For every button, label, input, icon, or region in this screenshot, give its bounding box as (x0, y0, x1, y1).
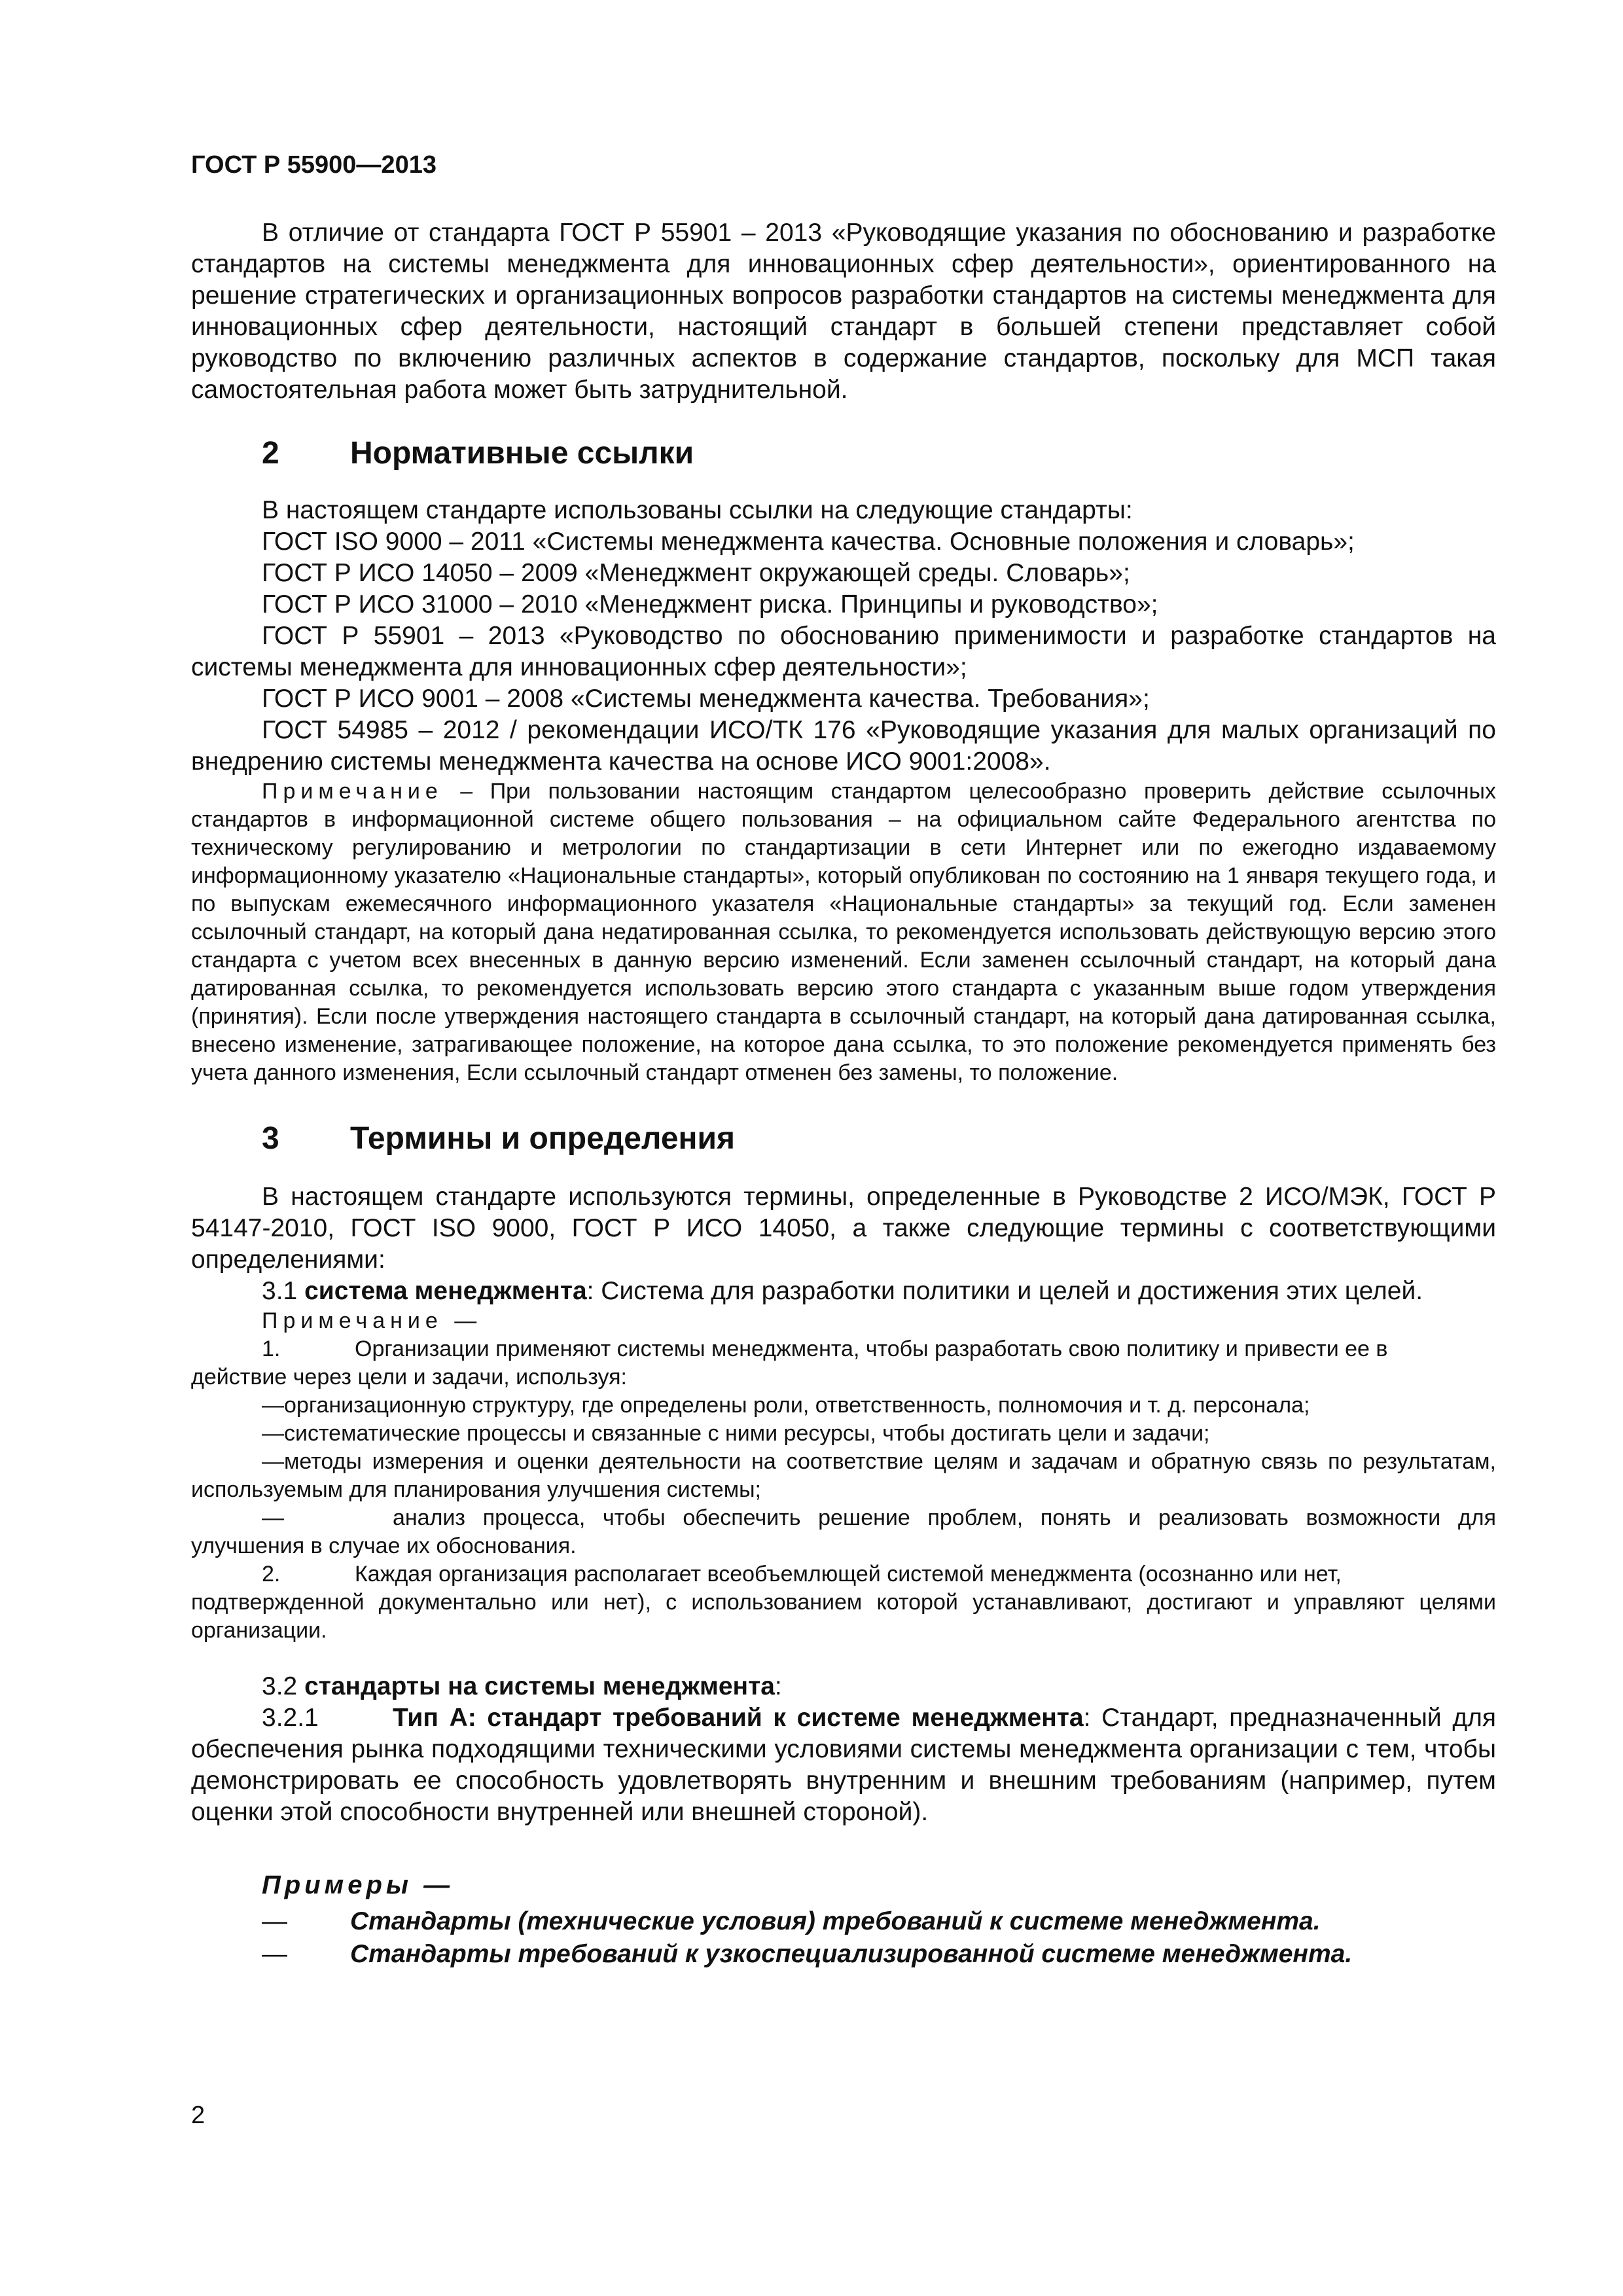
term-3-2-1 (191, 1702, 1496, 1828)
term-3-2 (191, 1671, 1496, 1702)
example-text: Стандарты (технические условия) требований к системе менеджмента. (350, 1907, 1321, 1935)
example-dash: — (262, 1907, 287, 1935)
reference-item: ГОСТ Р ИСО 31000 – 2010 «Менеджмент риска. Принципы и руководство»; (262, 590, 1158, 619)
list-text: Организации применяют системы менеджмента, чтобы разработать свою политику и привести ее в (355, 1336, 1388, 1361)
note-label: Примечание (262, 779, 443, 804)
note-item-1-continuation: действие через цели и задачи, используя: (191, 1365, 627, 1390)
page-content (191, 151, 1496, 1971)
reference-item: ГОСТ 54985 – 2012 / рекомендации ИСО/ТК 176 «Руководящие указания для малых организаций по внедрению системы менеджмента качества на основе ИСО 9001:2008». (191, 716, 1496, 776)
section-3-heading (191, 1120, 1496, 1158)
terms-lead: В настоящем стандарте используются термины, определенные в Руководстве 2 ИСО/МЭК, ГОСТ Р 54147-2010, ГОСТ ISO 9000, ГОСТ Р ИСО 14050, а также следующие термины с соответствующими определениями: (191, 1183, 1496, 1274)
document-header: ГОСТ Р 55900—2013 (191, 151, 437, 179)
dash-item: —методы измерения и оценки деятельности на соответствие целям и задачам и обратную связь по результатам, используемым для планирования улучшения системы; (191, 1449, 1496, 1502)
note-item-1 (262, 1335, 1496, 1363)
term-tail: : (774, 1672, 782, 1700)
example-item (262, 1938, 1496, 1971)
example-item (262, 1905, 1496, 1938)
term-number: 3.2.1 (262, 1704, 319, 1732)
note-item-2-continuation: подтвержденной документально или нет), с использованием которой устанавливают, достигают и управляют целями организации. (191, 1590, 1496, 1643)
term-number: 3.2 (262, 1672, 305, 1700)
term-3-1 (191, 1276, 1496, 1307)
section-number: 3 (262, 1121, 279, 1156)
list-text: Каждая организация располагает всеобъемлющей системой менеджмента (осознанно или нет, (355, 1562, 1342, 1587)
note-item-2 (262, 1560, 1496, 1588)
term-name: стандарты на системы менеджмента (304, 1672, 775, 1700)
section-title: Термины и определения (350, 1121, 736, 1156)
term-name: система менеджмента (304, 1277, 587, 1305)
page-number: 2 (191, 2102, 205, 2129)
reference-item: ГОСТ Р ИСО 14050 – 2009 «Менеджмент окружающей среды. Словарь»; (262, 559, 1130, 587)
term-definition: : Стандарт, предназначенный для обеспечения рынка подходящими техническими условиями системы менеджмента организации с тем, чтобы демонстрировать ее способность удовлетворять внутренним и внешним требованиям (например, путем оценки этой способности внутренней или внешней стороной). (191, 1704, 1496, 1826)
dash-item-4 (191, 1504, 1496, 1560)
example-dash: — (262, 1940, 287, 1968)
section-2-heading (191, 435, 1496, 473)
dash-marker: — (262, 1505, 284, 1530)
section-title: Нормативные ссылки (350, 436, 694, 471)
dash-text: анализ процесса, чтобы обеспечить решение проблем, понять и реализовать возможности для улучшения в случае их обоснования. (191, 1505, 1496, 1558)
reference-item: ГОСТ ISO 9000 – 2011 «Системы менеджмента качества. Основные положения и словарь»; (262, 528, 1355, 556)
references-note (191, 778, 1496, 1087)
dash-item: —систематические процессы и связанные с ними ресурсы, чтобы достигать цели и задачи; (262, 1421, 1210, 1446)
section-number: 2 (262, 436, 279, 471)
terms-note-label: Примечание — (262, 1308, 482, 1333)
intro-paragraph: В отличие от стандарта ГОСТ Р 55901 – 2013 «Руководящие указания по обоснованию и разработке стандартов на системы менеджмента для инновационных сфер деятельности», ориентированного на решение стратегических и организационных вопросов разработки стандартов на системы менеджмента для инновационных сфер деятельности, настоящий стандарт в большей степени представляет собой руководство по включению различных аспектов в содержание стандартов, поскольку для МСП такая самостоятельная работа может быть затруднительной. (191, 219, 1496, 404)
list-number: 1. (262, 1336, 281, 1361)
term-name: Тип А: стандарт требований к системе менеджмента (393, 1704, 1084, 1732)
references-lead: В настоящем стандарте использованы ссылки на следующие стандарты: (262, 496, 1133, 524)
example-text: Стандарты требований к узкоспециализированной системе менеджмента. (350, 1940, 1353, 1968)
note-text: – При пользовании настоящим стандартом целесообразно проверить действие ссылочных стандартов в информационной системе общего пользования – на официальном сайте Федерального агентства по техническому регулированию и метрологии по стандартизации в сети Интернет или по ежегодно издаваемому информационному указателю «Национальные стандарты», который опубликован по состоянию на 1 января текущего года, и по выпускам ежемесячного информационного указателя «Национальные стандарты» за текущий год. Если заменен ссылочный стандарт, на который дана недатированная ссылка, то рекомендуется использовать действующую версию этого стандарта с учетом всех внесенных в данную версию изменений. Если заменен ссылочный стандарт, на который дана датированная ссылка, то рекомендуется использовать версию этого стандарта с указанным выше годом утверждения (принятия). Если после утверждения настоящего стандарта в ссылочный стандарт, на который дана датированная ссылка, внесено изменение, затрагивающее положение, на которое дана ссылка, то это положение рекомендуется применять без учета данного изменения, Если ссылочный стандарт отменен без замены, то положение. (191, 779, 1496, 1085)
term-definition: : Система для разработки политики и целей и достижения этих целей. (586, 1277, 1423, 1305)
examples-title: Примеры — (262, 1871, 454, 1899)
reference-item: ГОСТ Р ИСО 9001 – 2008 «Системы менеджмента качества. Требования»; (262, 685, 1150, 713)
list-number: 2. (262, 1562, 281, 1587)
dash-item: —организационную структуру, где определены роли, ответственность, полномочия и т. д. персонала; (262, 1393, 1310, 1418)
reference-item: ГОСТ Р 55901 – 2013 «Руководство по обоснованию применимости и разработке стандартов на системы менеджмента для инновационных сфер деятельности»; (191, 622, 1496, 681)
term-number: 3.1 (262, 1277, 305, 1305)
